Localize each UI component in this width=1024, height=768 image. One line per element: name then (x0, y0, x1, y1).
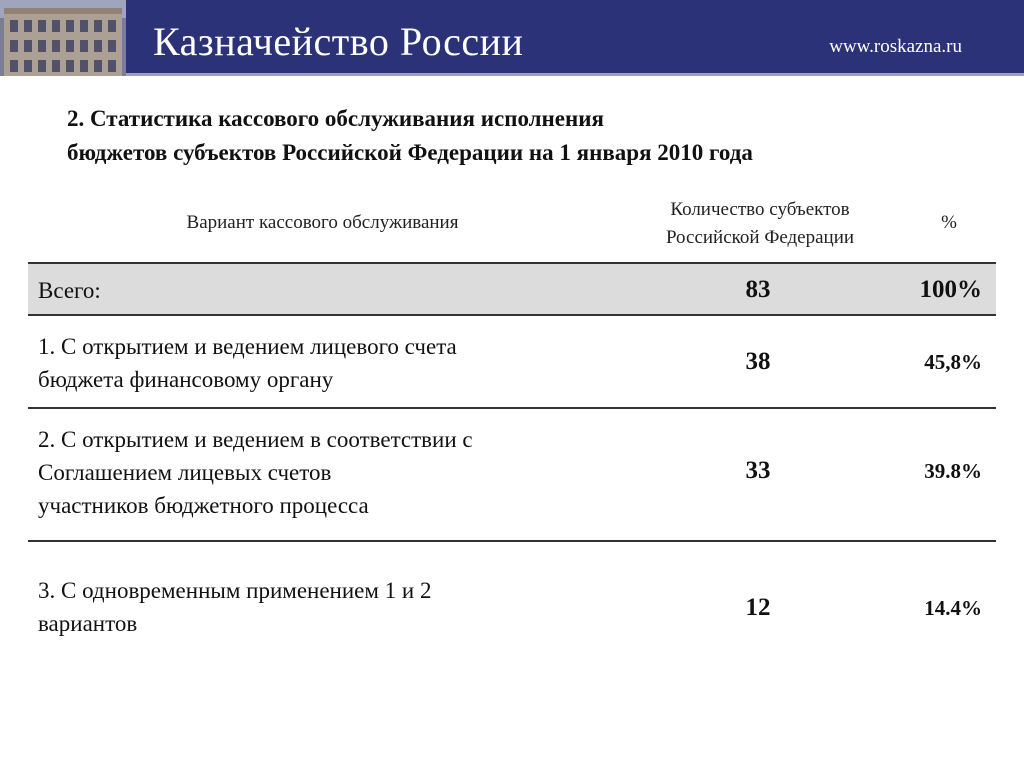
statistics-table (28, 262, 996, 662)
table-row (28, 542, 996, 662)
row-count: 33 (745, 457, 771, 484)
table-row (28, 409, 996, 542)
row-label-line: участников бюджетного процесса (38, 493, 369, 518)
column-header-count-line-2: Российской Федерации (665, 227, 855, 248)
building-logo-image (0, 0, 126, 76)
table-row-total (28, 262, 996, 316)
row-label-line: 1. С открытием и ведением лицевого счета (38, 334, 457, 359)
row-percent: 39.8% (924, 459, 982, 483)
row-label-line: бюджета финансовому органу (38, 367, 334, 392)
header-banner (0, 0, 1024, 76)
page-title (67, 102, 967, 170)
table-row (28, 316, 996, 409)
column-header-count-line-1: Количество субъектов (670, 199, 850, 220)
title-line-2: бюджетов субъектов Российской Федерации на 1 января 2010 года (67, 140, 753, 165)
row-percent: 14.4% (924, 596, 982, 620)
brand-name: Казначейство России (153, 19, 524, 64)
row-label (38, 330, 457, 396)
row-label-line: 2. С открытием и ведением в соответствии с (38, 427, 473, 452)
row-percent: 45,8% (924, 350, 982, 374)
column-header-count (615, 196, 905, 252)
site-url: www.roskazna.ru (829, 36, 962, 57)
row-percent: 100% (919, 276, 982, 303)
row-label-line: 3. С одновременным применением 1 и 2 (38, 578, 432, 603)
row-label-line: вариантов (38, 611, 138, 636)
row-count: 12 (745, 594, 771, 621)
row-label (38, 423, 473, 522)
row-label-line: Соглашением лицевых счетов (38, 460, 332, 485)
row-label (38, 574, 431, 640)
title-line-1: 2. Статистика кассового обслуживания исполнения (67, 106, 604, 131)
row-count: 38 (745, 348, 771, 375)
row-label: Всего: (38, 278, 101, 303)
row-count: 83 (745, 276, 771, 303)
column-header-percent: % (941, 212, 957, 233)
column-header-variant: Вариант кассового обслуживания (186, 212, 459, 233)
